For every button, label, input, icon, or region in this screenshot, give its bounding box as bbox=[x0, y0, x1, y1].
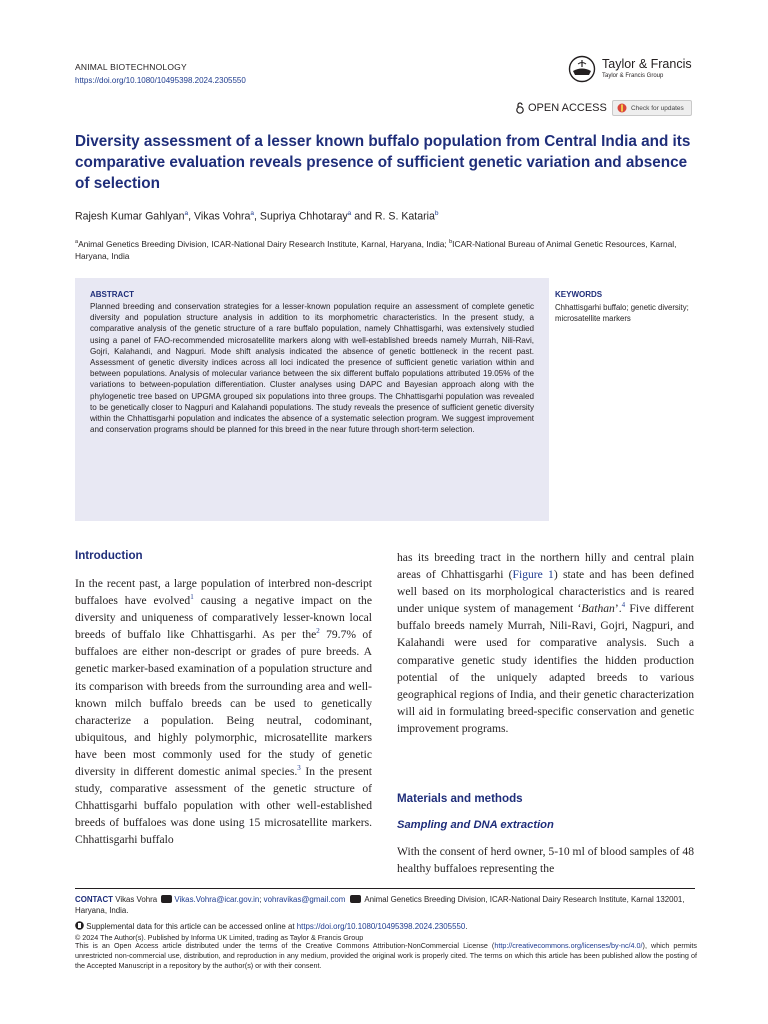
abstract-text: Planned breeding and conservation strategies for a lesser-known population require an assessment of complete genetic diversity and population structure analysis in addition to its morphometric characteristics. In the present study, a comparative analysis of the genetic structure of a rare buffalo population, namely Chhattisgarhi, was extensively studied using a panel of FAO-recommended microsatellite markers along with well-established breeds namely Murrah, Nili-Ravi, Gojri, Kalahandi, and Nagpuri. Mode shift analysis indicated the absence of genetic bottleneck in the recent past. Assessment of genetic diversity indices across all loci indicated the presence of sufficient genetic variation within and between populations. Analysis of molecular variance between the six different buffalo populations attributed 19.05% of the variations to between-population differentiation. Cluster analyses using DAPC and Bayesian approach along with the phylogenetic tree based on UPGMA grouped six populations into three groups. The Chhattisgarhi population was revealed to be genetically closer to Nagpuri and Kalahandi populations. The study reveals the presence of sufficient genetic diversity within the Chhattisgarhi population and indicates the absence of a systematic selection program. We suggest improvement and conservation programs should be planned for this breed in the near future through short-term selection. bbox=[90, 302, 534, 435]
methods-heading: Materials and methods bbox=[397, 792, 523, 805]
supplemental-end: . bbox=[465, 922, 468, 931]
author-affiliation-mark: b bbox=[434, 210, 439, 217]
publisher-group: Taylor & Francis Group bbox=[602, 73, 664, 79]
license-link[interactable]: http://creativecommons.org/licenses/by-nc/4.0/ bbox=[494, 941, 643, 950]
copyright-line: © 2024 The Author(s). Published by Informa UK Limited, trading as Taylor & Francis Group bbox=[75, 933, 364, 942]
article-title: Diversity assessment of a lesser known buffalo population from Central India and its comparative evaluation reveals presence of sufficient genetic variation and absence of selection bbox=[75, 133, 691, 192]
body-text: In the present study, comparative assessment of the genetic structure of Chhattisgarhi buffalo population with other well-established breeds of buffaloes was done using 15 microsatellite markers. Chhattisgarhi buffalo bbox=[75, 765, 372, 847]
affiliation-b: ICAR-National Bureau of Animal Genetic Resources, Karnal, Haryana, India bbox=[75, 238, 677, 261]
body-text: In the recent past, a large population of interbred non-descript buffaloes have evolved bbox=[75, 577, 372, 608]
reference-link[interactable]: 2 bbox=[316, 627, 320, 636]
doi-link[interactable]: https://doi.org/10.1080/10495398.2024.2305550 bbox=[75, 76, 246, 85]
address-icon bbox=[350, 895, 361, 903]
body-text: Five different buffalo breeds namely Murrah, Nili-Ravi, Gojri, Nagpuri, and Kalahandi were used for comparative analysis. Such a comparative genetic study identifies the hidden production potential of the uniquely adapted breeds to various geographical regions of India, and their genetic characterization will aid in formulating breed-specific conservation and genetic improvement programs. bbox=[397, 602, 694, 735]
keywords-heading: KEYWORDS bbox=[555, 290, 603, 299]
contact-name: Vikas Vohra bbox=[113, 895, 160, 904]
license-text-end: ), which permits unrestricted non-commercial use, distribution, and reproduction in any medium, provided the original work is properly cited. The terms on which this article has been published allow the posting of the Accepted Manuscript in a repository by the author(s) or with their consent. bbox=[75, 941, 697, 970]
footer-rule bbox=[75, 888, 695, 889]
author-name: Rajesh Kumar Gahlyan bbox=[75, 210, 185, 223]
supplemental-note bbox=[75, 921, 697, 932]
author-separator: and bbox=[351, 210, 375, 223]
affiliation-mark: b bbox=[449, 239, 453, 245]
author-affiliation-mark: a bbox=[250, 210, 255, 217]
taylor-francis-logo-icon bbox=[566, 55, 598, 83]
abstract-heading: ABSTRACT bbox=[90, 290, 134, 299]
license-text-start: This is an Open Access article distributed under the terms of the Creative Commons Attribution-NonCommercial License ( bbox=[75, 941, 495, 950]
body-text-italic: Bathan bbox=[581, 602, 615, 616]
open-lock-icon bbox=[516, 102, 524, 114]
affiliation-mark: a bbox=[75, 239, 79, 245]
license-text bbox=[75, 941, 697, 971]
supplemental-link[interactable]: https://doi.org/10.1080/10495398.2024.2305550 bbox=[296, 922, 466, 931]
body-text: causing a negative impact on the diversity and uniqueness of comparatively lesser-known local breeds of buffalo like Chhattisgarhi. As per the bbox=[75, 594, 373, 642]
supplemental-text: Supplemental data for this article can be accessed online at bbox=[84, 922, 297, 931]
supplemental-data-icon bbox=[75, 921, 84, 930]
contact-address: Animal Genetics Breeding Division, ICAR-National Dairy Research Institute, Karnal 132001, Haryana, India. bbox=[75, 895, 685, 915]
author-name: R. S. Kataria bbox=[374, 210, 435, 223]
contact-block bbox=[75, 894, 697, 916]
keywords-text: Chhattisgarhi buffalo; genetic diversity; microsatellite markers bbox=[555, 303, 689, 323]
affiliations bbox=[75, 236, 697, 262]
email-link[interactable]: Vikas.Vohra@icar.gov.in bbox=[174, 895, 260, 904]
author-affiliation-mark: a bbox=[347, 210, 352, 217]
body-text: has its breeding tract in the northern hilly and central plain areas of Chhattisgarhi ( bbox=[397, 551, 694, 582]
contact-label: CONTACT bbox=[75, 895, 113, 904]
author-affiliation-mark: a bbox=[184, 210, 189, 217]
email-separator: ; bbox=[259, 895, 264, 904]
author-name: Supriya Chhotaray bbox=[259, 210, 348, 223]
check-for-updates-label: Check for updates bbox=[631, 104, 684, 112]
publisher-name: Taylor & Francis bbox=[602, 57, 692, 71]
author-separator: , bbox=[254, 210, 260, 223]
affiliation-a: Animal Genetics Breeding Division, ICAR-National Dairy Research Institute, Karnal, Haryana, India; bbox=[78, 238, 450, 249]
methods-paragraph-1: With the consent of herd owner, 5-10 ml of blood samples of 48 healthy buffaloes representing the bbox=[397, 845, 694, 876]
introduction-paragraph-1 bbox=[75, 575, 372, 849]
open-access-badge bbox=[516, 102, 607, 114]
author-separator: , bbox=[188, 210, 195, 223]
email-icon bbox=[161, 895, 172, 903]
journal-name: ANIMAL BIOTECHNOLOGY bbox=[75, 62, 187, 72]
introduction-paragraph-2 bbox=[397, 549, 694, 737]
body-text: ) state and has been defined well based on its morphological characteristics and is reared under unique system of management ‘ bbox=[397, 568, 694, 616]
body-text: ’. bbox=[614, 602, 622, 616]
sampling-subheading: Sampling and DNA extraction bbox=[397, 819, 554, 831]
reference-link[interactable]: 1 bbox=[190, 593, 194, 602]
crossmark-icon bbox=[617, 103, 627, 113]
open-access-label: OPEN ACCESS bbox=[528, 102, 607, 114]
figure-link[interactable]: Figure 1 bbox=[512, 568, 554, 582]
introduction-heading: Introduction bbox=[75, 549, 143, 562]
reference-link[interactable]: 4 bbox=[621, 601, 626, 610]
body-text: 79.7% of buffaloes are either non-descript or grades of pure breeds. A genetic marker-based examination of a population structure and its comparison with breeds from the surrounding area and well-known milch buffalo breeds can be used to genetically characterize a population. Being neutral, codominant, ubiquitous, and highly polymorphic, microsatellite markers have been most commonly used for the study of genetic diversity in different domestic animal species. bbox=[75, 628, 372, 779]
check-for-updates-button[interactable] bbox=[612, 100, 692, 116]
author-list bbox=[75, 210, 439, 223]
reference-link[interactable]: 3 bbox=[297, 764, 301, 773]
email-link[interactable]: vohravikas@gmail.com bbox=[263, 895, 346, 904]
author-name: Vikas Vohra bbox=[194, 210, 251, 223]
